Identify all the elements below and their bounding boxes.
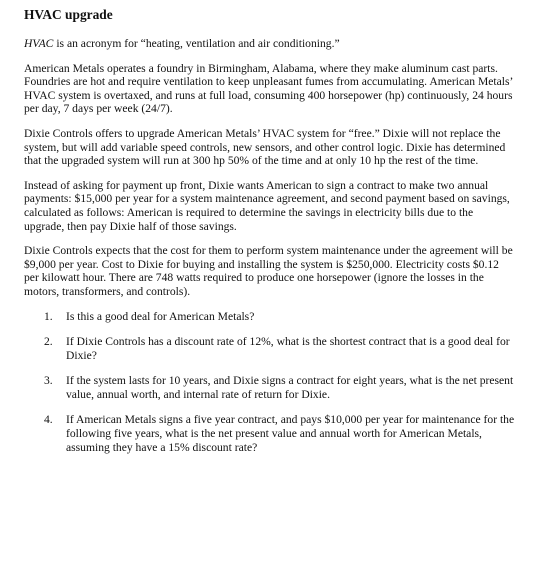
paragraph-costs: Dixie Controls expects that the cost for them to perform system maintenance under the agreement will be $9,000 per year. Cost to Dixie for buying and installing the system is $250,000. Electricity costs $0.12 per kilowatt hour. There are 748 watts required to produce one horsepower (ignore the losses in the motors, transformers, and controls). xyxy=(24,244,513,298)
question-number: 1. xyxy=(44,309,53,323)
question-text: If Dixie Controls has a discount rate of 12%, what is the shortest contract that is a good deal for Dixie? xyxy=(66,335,510,362)
question-number: 2. xyxy=(44,335,53,349)
question-text: If the system lasts for 10 years, and Dixie signs a contract for eight years, what is the net present value, annual worth, and internal rate of return for Dixie. xyxy=(66,374,514,401)
question-number: 3. xyxy=(44,374,53,388)
paragraph-american-metals: American Metals operates a foundry in Birmingham, Alabama, where they make aluminum cast parts. Foundries are hot and require ventilation to keep unpleasant fumes from accumulating. American Metals’ HVAC system is overtaxed, and runs at full load, consuming 400 horsepower (hp) continuously, 24 hours per day, 7 days per week (24/7). xyxy=(24,61,513,116)
question-item xyxy=(24,310,516,324)
hvac-term: HVAC xyxy=(24,37,54,50)
question-number: 4. xyxy=(44,413,53,427)
question-item xyxy=(24,413,516,454)
paragraph-dixie-offer: Dixie Controls offers to upgrade American Metals’ HVAC system for “free.” Dixie will not replace the system, but will add variable speed controls, new sensors, and other control logic. Dixie has determined that the upgraded system will run at 300 hp 50% of the time and at only 10 hp the rest of the time. xyxy=(24,126,506,168)
paragraph-payment-terms: Instead of asking for payment up front, Dixie wants American to sign a contract to make two annual payments: $15,000 per year for a system maintenance agreement, and second payment based on savings, calculated as follows: American is required to determine the savings in electricity bills due to the upgrade, then pay Dixie half of those savings. xyxy=(24,178,510,233)
hvac-definition-text: is an acronym for “heating, ventilation and air conditioning.” xyxy=(53,37,340,50)
hvac-definition xyxy=(24,37,516,51)
document-page xyxy=(24,6,516,466)
question-text: Is this a good deal for American Metals? xyxy=(66,309,255,323)
question-item xyxy=(24,374,516,401)
questions-list xyxy=(24,310,516,455)
question-item xyxy=(24,335,516,362)
question-text: If American Metals signs a five year contract, and pays $10,000 per year for maintenance for the following five years, what is the net present value and annual worth for American Metals, assuming they have a 15% discount rate? xyxy=(66,413,515,454)
document-title: HVAC upgrade xyxy=(24,7,113,22)
